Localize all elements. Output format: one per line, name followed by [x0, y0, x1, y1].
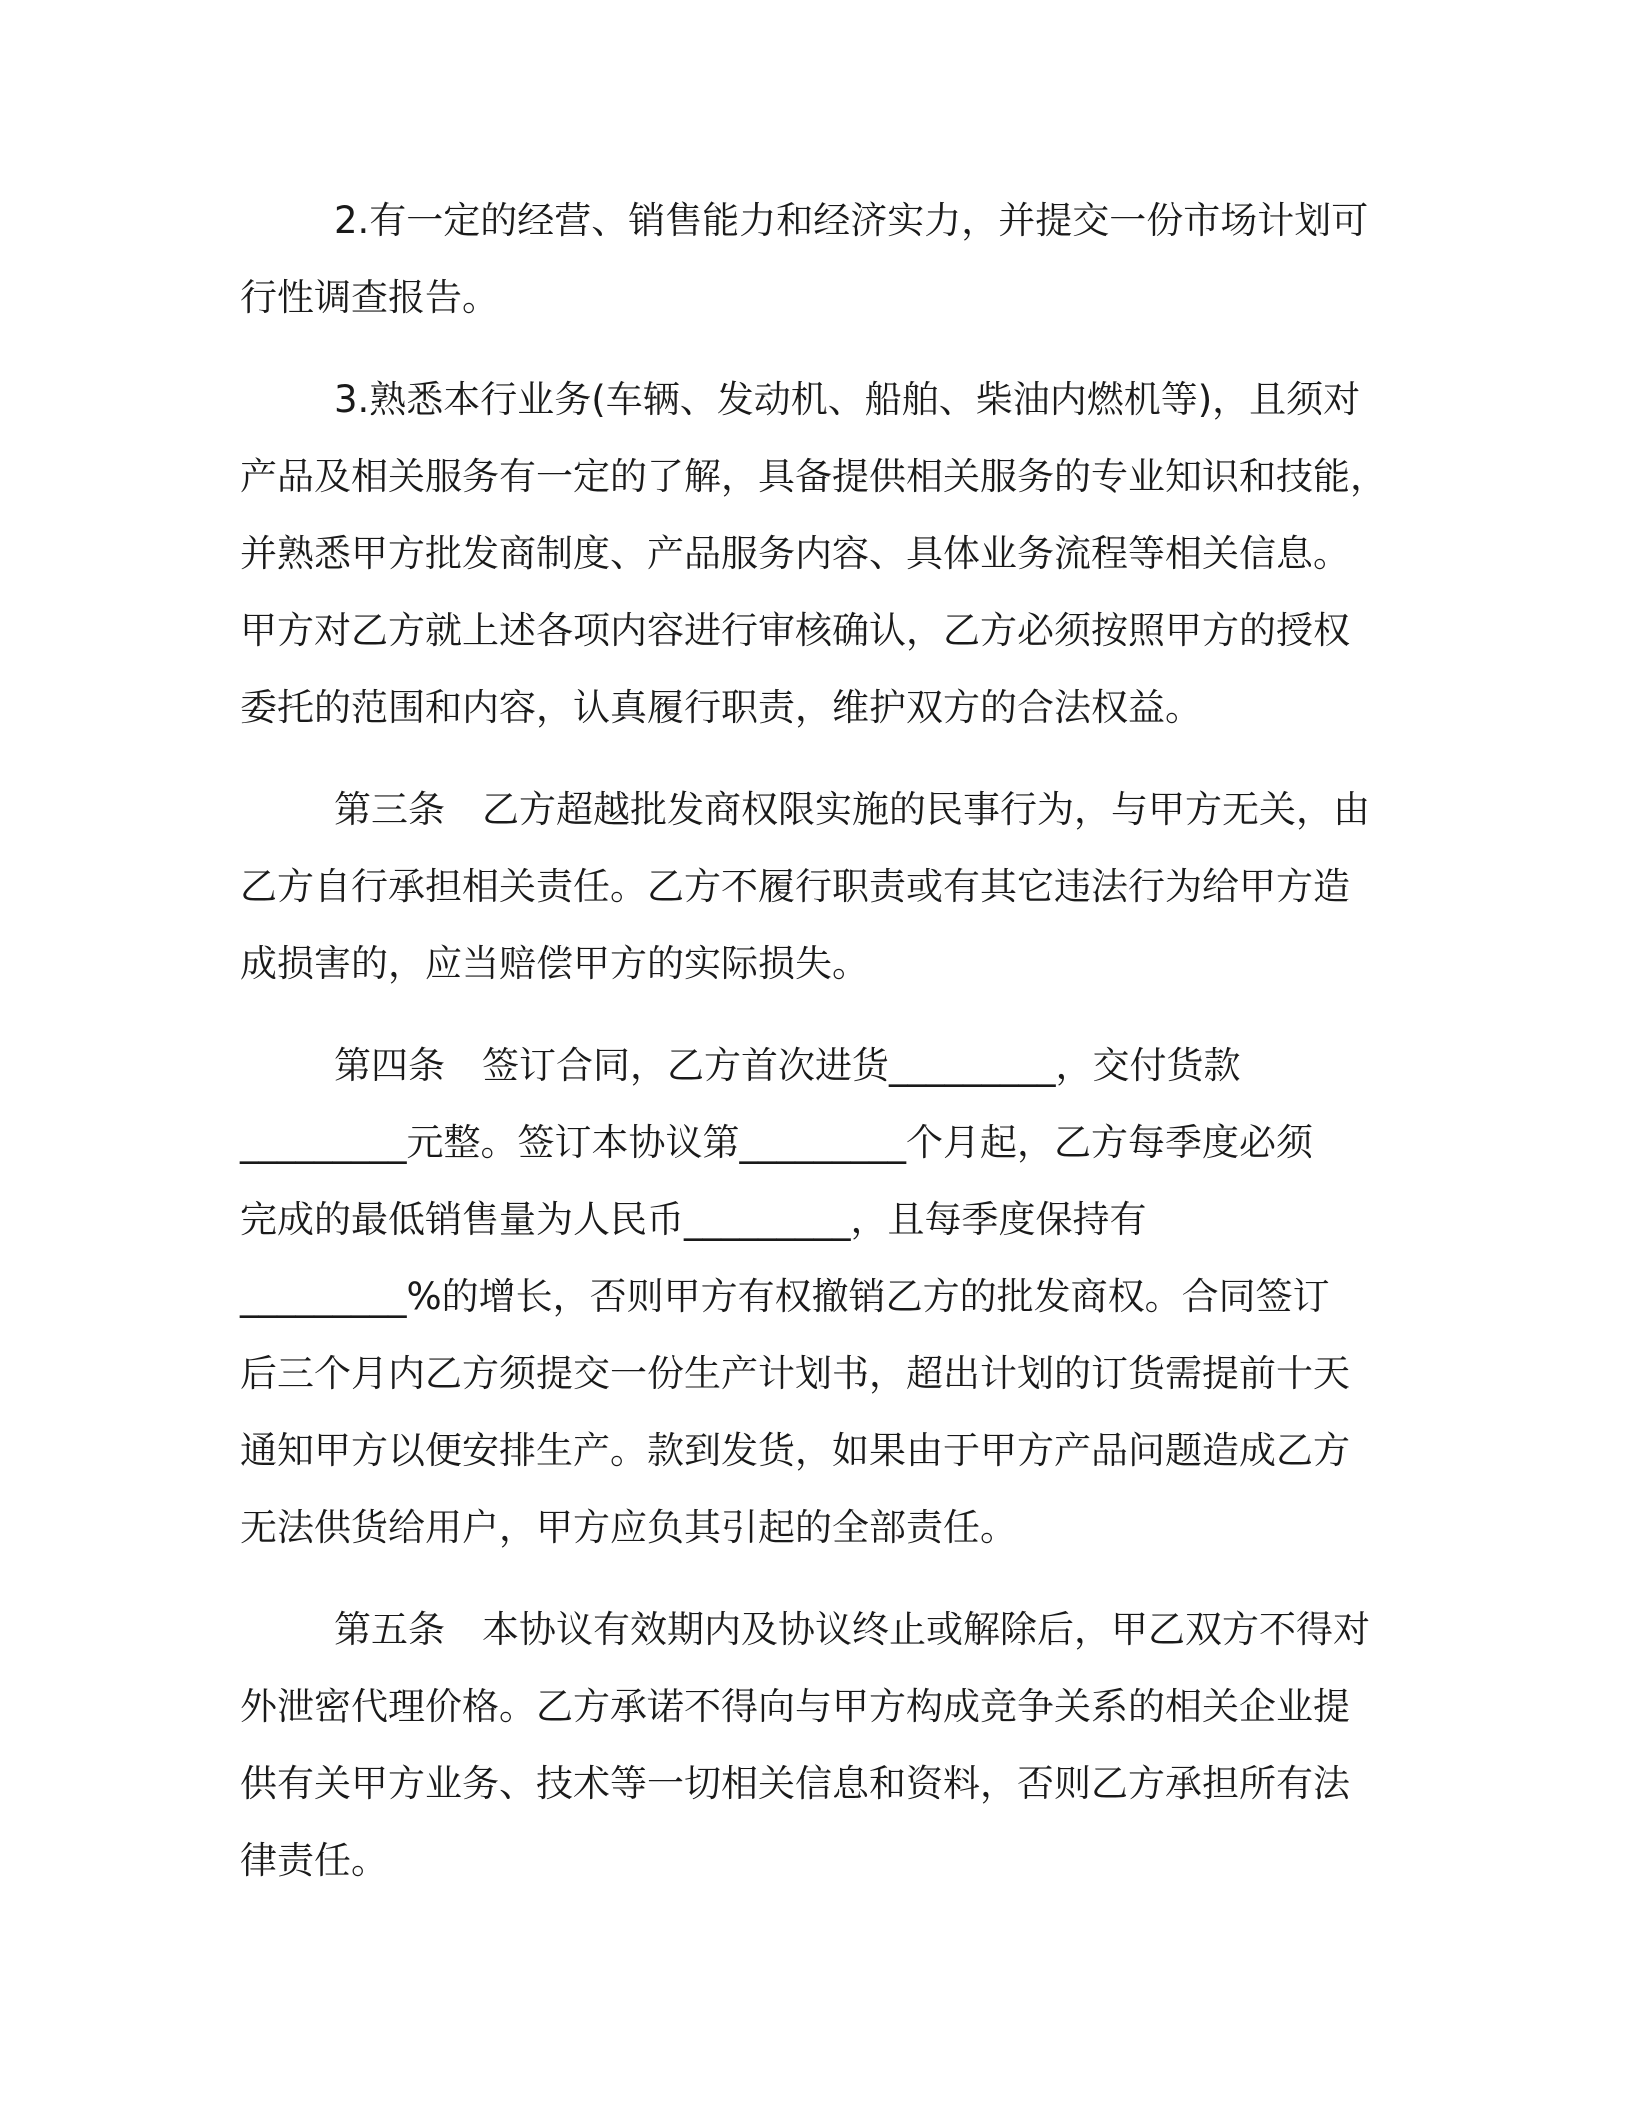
paragraph-item-2 — [240, 182, 1400, 336]
paragraph-article-5 — [240, 1591, 1400, 1899]
paragraph-line: 产品及相关服务有一定的了解，具备提供相关服务的专业知识和技能， — [240, 455, 1387, 498]
paragraph-line: _________%的增长，否则甲方有权撤销乙方的批发商权。合同签订 — [240, 1275, 1330, 1318]
paragraph-line: 第三条 乙方超越批发商权限实施的民事行为，与甲方无关，由 — [334, 788, 1370, 831]
paragraph-line: 行性调查报告。 — [240, 276, 499, 319]
paragraph-item-3 — [240, 361, 1400, 746]
paragraph-article-3 — [240, 771, 1400, 1002]
paragraph-article-4 — [240, 1027, 1400, 1566]
paragraph-line: 委托的范围和内容，认真履行职责，维护双方的合法权益。 — [240, 686, 1202, 729]
paragraph-line: 第四条 签订合同，乙方首次进货_________，交付货款 — [334, 1044, 1241, 1087]
paragraph-line: 外泄密代理价格。乙方承诺不得向与甲方构成竞争关系的相关企业提 — [240, 1685, 1350, 1728]
paragraph-line: 供有关甲方业务、技术等一切相关信息和资料，否则乙方承担所有法 — [240, 1762, 1350, 1805]
paragraph-line: 第五条 本协议有效期内及协议终止或解除后，甲乙双方不得对 — [334, 1608, 1370, 1651]
paragraph-line: 成损害的，应当赔偿甲方的实际损失。 — [240, 942, 869, 985]
paragraph-line: 完成的最低销售量为人民币_________，且每季度保持有 — [240, 1198, 1147, 1241]
paragraph-line: 3.熟悉本行业务(车辆、发动机、船舶、柴油内燃机等)，且须对 — [334, 378, 1361, 421]
paragraph-line: _________元整。签订本协议第_________个月起，乙方每季度必须 — [240, 1121, 1313, 1164]
paragraph-line: 并熟悉甲方批发商制度、产品服务内容、具体业务流程等相关信息。 — [240, 532, 1350, 575]
paragraph-line: 律责任。 — [240, 1839, 388, 1882]
paragraph-line: 通知甲方以便安排生产。款到发货，如果由于甲方产品问题造成乙方 — [240, 1429, 1350, 1472]
paragraph-line: 2.有一定的经营、销售能力和经济实力，并提交一份市场计划可 — [334, 199, 1369, 242]
document-body — [240, 182, 1400, 1899]
paragraph-line: 乙方自行承担相关责任。乙方不履行职责或有其它违法行为给甲方造 — [240, 865, 1350, 908]
paragraph-line: 无法供货给用户，甲方应负其引起的全部责任。 — [240, 1506, 1017, 1549]
paragraph-line: 后三个月内乙方须提交一份生产计划书，超出计划的订货需提前十天 — [240, 1352, 1350, 1395]
paragraph-line: 甲方对乙方就上述各项内容进行审核确认，乙方必须按照甲方的授权 — [240, 609, 1350, 652]
